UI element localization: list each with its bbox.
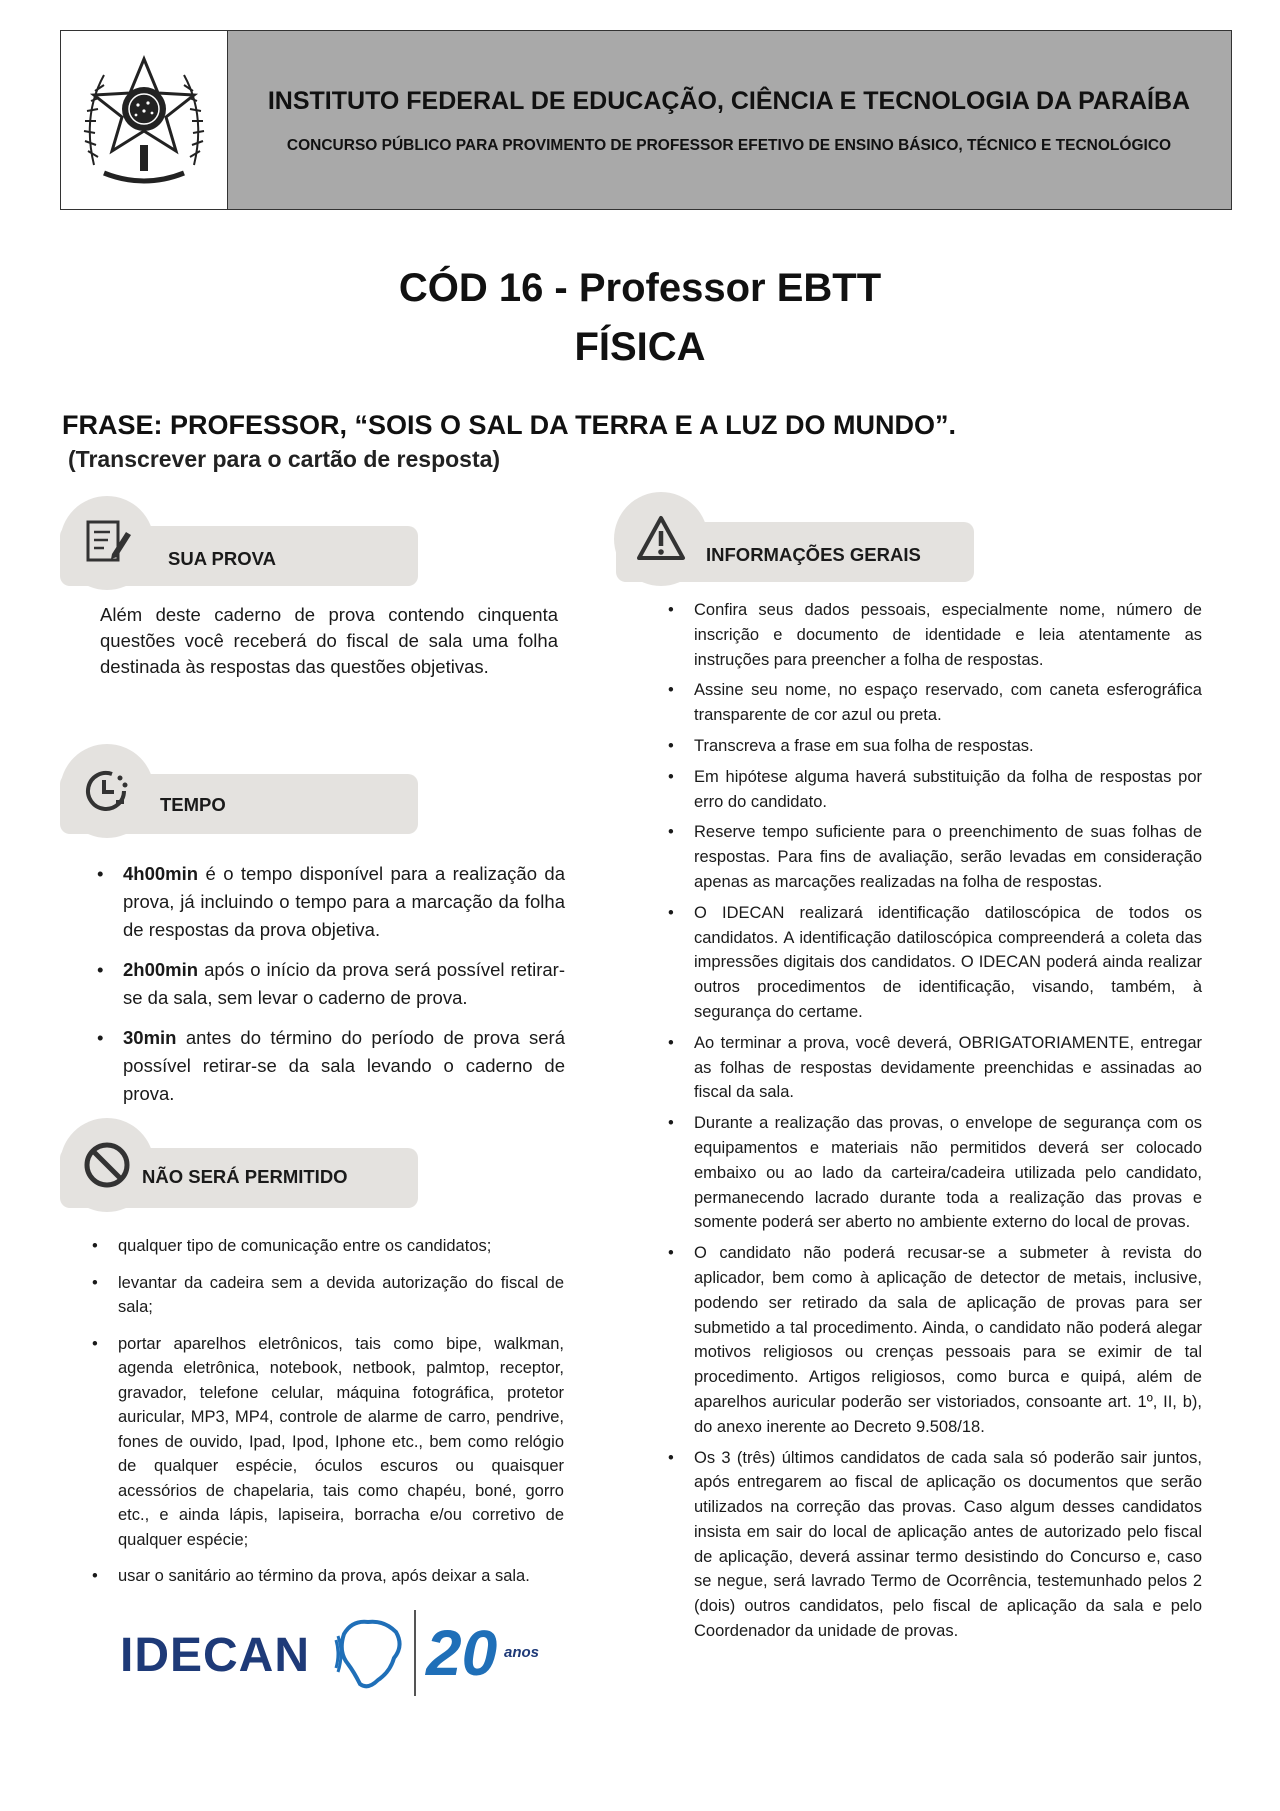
nao-permitido-list	[92, 1234, 564, 1601]
list-item	[668, 765, 1202, 815]
bullet: •	[668, 903, 674, 922]
list-item	[668, 1111, 1202, 1235]
list-item	[668, 734, 1202, 759]
list-item-text: O candidato não poderá recusar-se a submeter à revista do aplicador, bem como à aplicação de detector de metais, inclusive, podendo ser retirado da sala de aplicação de provas para ser submetido a tal procedimento. Ainda, o candidato não poderá alegar motivos religiosos ou crenças pessoais para se eximir de tal procedimento. Artigos religiosos, como burca e quipá, além de aparelhos auricular poderão ser vistoriados, consoante art. 1º, II, b), do anexo inerente ao Decreto 9.508/18.	[694, 1244, 1202, 1436]
section-icon-badge	[60, 1118, 154, 1212]
section-icon-badge	[60, 744, 154, 838]
tempo-duration: 2h00min	[123, 959, 199, 980]
section-label-informacoes: INFORMAÇÕES GERAIS	[706, 544, 921, 565]
bullet: •	[97, 863, 104, 884]
tempo-duration: 4h00min	[123, 863, 199, 884]
tempo-text: após o início da prova será possível retirar-se da sala, sem levar o caderno de prova.	[123, 959, 565, 1008]
bullet: •	[668, 823, 674, 842]
tempo-text: antes do término do período de prova será possível retirar-se da sala levando o caderno de prova.	[123, 1027, 565, 1104]
bullet: •	[92, 1273, 98, 1292]
section-label-nao-permitido: NÃO SERÁ PERMITIDO	[142, 1166, 348, 1187]
clock-icon	[82, 766, 132, 816]
bullet: •	[668, 1448, 674, 1467]
bullet: •	[668, 601, 674, 619]
bullet: •	[92, 1334, 98, 1353]
sua-prova-text: Além deste caderno de prova contendo cinquenta questões você receberá do fiscal de sala uma folha destinada às respostas das questões objetivas.	[100, 604, 558, 677]
list-item-text: levantar da cadeira sem a devida autorização do fiscal de sala;	[118, 1273, 564, 1316]
bullet: •	[668, 1114, 674, 1133]
section-icon-badge	[614, 492, 708, 586]
list-item	[668, 1446, 1202, 1644]
list-item-text: Transcreva a frase em sua folha de respostas.	[694, 736, 1034, 755]
list-item-text: O IDECAN realizará identificação datiloscópica de todos os candidatos. A identificação datiloscópica compreenderá a coleta das impressões digitais dos candidatos. O IDECAN poderá ainda realizar outros procedimentos de identificação, visando, também, à segurança do certame.	[694, 903, 1202, 1021]
institution-title: INSTITUTO FEDERAL DE EDUCAÇÃO, CIÊNCIA E TECNOLOGIA DA PARAÍBA	[267, 87, 1191, 115]
list-item	[668, 598, 1202, 672]
exam-subject: FÍSICA	[574, 325, 706, 369]
bullet: •	[668, 1033, 674, 1052]
bullet: •	[668, 767, 674, 786]
list-item-text: usar o sanitário ao término da prova, após deixar a sala.	[118, 1567, 530, 1585]
informacoes-list	[668, 598, 1202, 1650]
list-item	[92, 1234, 564, 1259]
section-label-tempo: TEMPO	[160, 794, 226, 815]
list-item-text: portar aparelhos eletrônicos, tais como bipe, walkman, agenda eletrônica, notebook, netbook, palmtop, receptor, gravador, telefone celular, máquina fotográfica, protetor auricular, MP3, MP4, controle de alarme de carro, pendrive, fones de ouvido, Ipad, Ipod, Iphone etc., bem como relógio de qualquer espécie, óculos escuros ou quaisquer acessórios de chapelaria, tais como chapéu, boné, gorro etc., e ainda lápis, lapiseira, borracha e/ou corretivo de qualquer espécie;	[118, 1334, 564, 1549]
anniversary-word: anos	[504, 1644, 540, 1661]
list-item	[97, 860, 565, 944]
list-item-text: qualquer tipo de comunicação entre os candidatos;	[118, 1237, 492, 1255]
brazil-coat-of-arms-icon	[74, 45, 214, 195]
document-header	[60, 30, 1232, 210]
bullet: •	[92, 1237, 98, 1255]
list-item-text: Ao terminar a prova, você deverá, OBRIGATORIAMENTE, entregar as folhas de respostas devidamente preenchidas e assinadas ao fiscal da sala.	[694, 1033, 1202, 1102]
tempo-text: é o tempo disponível para a realização da prova, já incluindo o tempo para a marcação da folha de respostas da prova objetiva.	[123, 863, 565, 940]
anniversary-number: 20	[426, 1617, 498, 1689]
list-item	[92, 1271, 564, 1320]
phrase-heading: FRASE: PROFESSOR, “SOIS O SAL DA TERRA E A LUZ DO MUNDO”.	[62, 410, 957, 440]
section-label-sua-prova: SUA PROVA	[168, 548, 276, 569]
warning-icon	[636, 514, 686, 564]
bullet: •	[97, 959, 104, 980]
bullet: •	[92, 1567, 98, 1585]
list-item-text: Em hipótese alguma haverá substituição da folha de respostas por erro do candidato.	[694, 767, 1202, 811]
contest-subtitle: CONCURSO PÚBLICO PARA PROVIMENTO DE PROFESSOR EFETIVO DE ENSINO BÁSICO, TÉCNICO E TECNOLÓGICO	[286, 137, 1172, 154]
list-item-text: Assine seu nome, no espaço reservado, com caneta esferográfica transparente de cor azul ou preta.	[694, 681, 1202, 725]
phrase-note: (Transcrever para o cartão de resposta)	[68, 446, 501, 472]
list-item	[92, 1332, 564, 1553]
bullet: •	[668, 681, 674, 700]
exam-pencil-icon	[82, 518, 132, 568]
bullet: •	[97, 1027, 104, 1048]
list-item-text: Durante a realização das provas, o envelope de segurança com os equipamentos e materiais não permitidos deverá ser colocado embaixo ou ao lado da carteira/cadeira utilizada pelo candidato, permanecendo lacrado durante toda a realização das provas e somente poderá ser aberto no ambiente externo do local de provas.	[694, 1114, 1202, 1232]
section-icon-badge	[60, 496, 154, 590]
list-item	[668, 820, 1202, 894]
idecan-logo	[120, 1610, 560, 1700]
prohibited-icon	[82, 1140, 132, 1190]
tempo-duration: 30min	[123, 1027, 177, 1048]
list-item	[668, 901, 1202, 1025]
logo-divider	[414, 1610, 416, 1696]
list-item	[92, 1564, 564, 1589]
bullet: •	[668, 736, 674, 755]
brazil-map-icon	[334, 1614, 406, 1694]
list-item	[668, 678, 1202, 728]
list-item	[668, 1241, 1202, 1439]
list-item-text: Reserve tempo suficiente para o preenchimento de suas folhas de respostas. Para fins de avaliação, serão levadas em consideração apenas as marcações realizadas na folha de respostas.	[694, 823, 1202, 891]
list-item	[97, 1024, 565, 1108]
tempo-list	[97, 860, 565, 1120]
idecan-wordmark: IDECAN	[120, 1629, 311, 1682]
list-item	[97, 956, 565, 1012]
list-item-text: Confira seus dados pessoais, especialmente nome, número de inscrição e documento de identidade e leia atentamente as instruções para preencher a folha de respostas.	[694, 601, 1202, 669]
bullet: •	[668, 1244, 674, 1263]
list-item	[668, 1031, 1202, 1105]
list-item-text: Os 3 (três) últimos candidatos de cada sala só poderão sair juntos, após entregarem ao fiscal de aplicação os documentos que serão utilizados na correção das provas. Caso algum desses candidatos insista em sair do local de aplicação antes de autorizado pelo fiscal de aplicação, deverá assinar termo desistindo do Concurso e, caso se negue, será lavrado Termo de Ocorrência, testemunhado pelos 2 (dois) outros candidatos, pelo fiscal de aplicação da sala e pelo Coordenador da unidade de provas.	[694, 1448, 1202, 1641]
seal-box	[61, 31, 228, 209]
exam-code-title: CÓD 16 - Professor EBTT	[398, 266, 882, 310]
